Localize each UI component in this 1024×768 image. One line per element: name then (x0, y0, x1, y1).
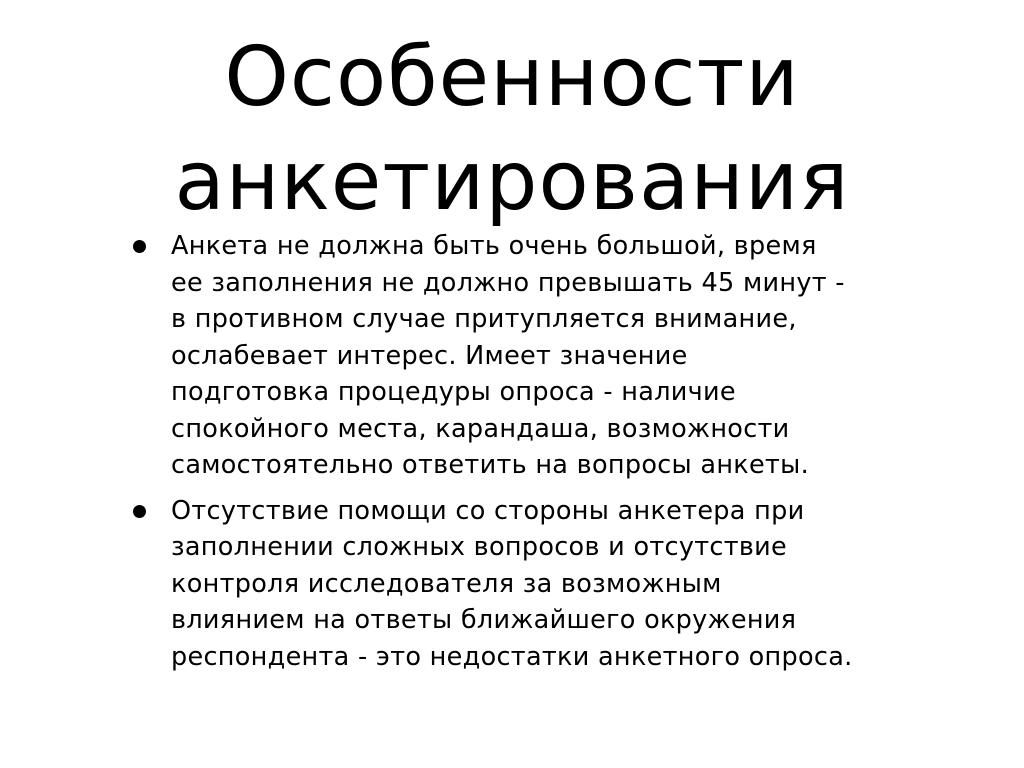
bullet-line: самостоятельно ответить на вопросы анкеты. (171, 450, 809, 480)
bullet-line: ее заполнения не должно превышать 45 минут - (171, 267, 845, 298)
bullet-line: контроля исследователя за возможным (171, 568, 722, 599)
bullet-list (131, 228, 931, 675)
bullet-point-icon (133, 240, 146, 253)
slide-title (0, 26, 1024, 234)
bullet-item-questionnaire-length (131, 228, 931, 484)
bullet-line: респондента - это недостатки анкетного опроса. (171, 641, 853, 672)
bullet-line: в противном случае притупляется внимание, (171, 304, 797, 334)
bullet-item-survey-drawbacks (131, 493, 931, 676)
bullet-line: Анкета не должна быть очень большой, время (171, 231, 817, 261)
bullet-line: подготовка процедуры опроса - наличие (171, 377, 736, 407)
bullet-point-icon (133, 505, 146, 518)
title-line-1: Особенности (224, 30, 800, 125)
bullet-line: ослабевает интерес. Имеет значение (171, 340, 688, 371)
bullet-text (171, 493, 931, 676)
bullet-line: Отсутствие помощи со стороны анкетера при (171, 495, 805, 526)
bullet-line: спокойного места, карандаша, возможности (171, 413, 790, 444)
bullet-line: влиянием на ответы ближайшего окружения (171, 605, 797, 635)
title-line-2: анкетирования (174, 134, 850, 229)
bullet-text (171, 228, 931, 484)
bullet-line: заполнении сложных вопросов и отсутствие (171, 532, 788, 562)
